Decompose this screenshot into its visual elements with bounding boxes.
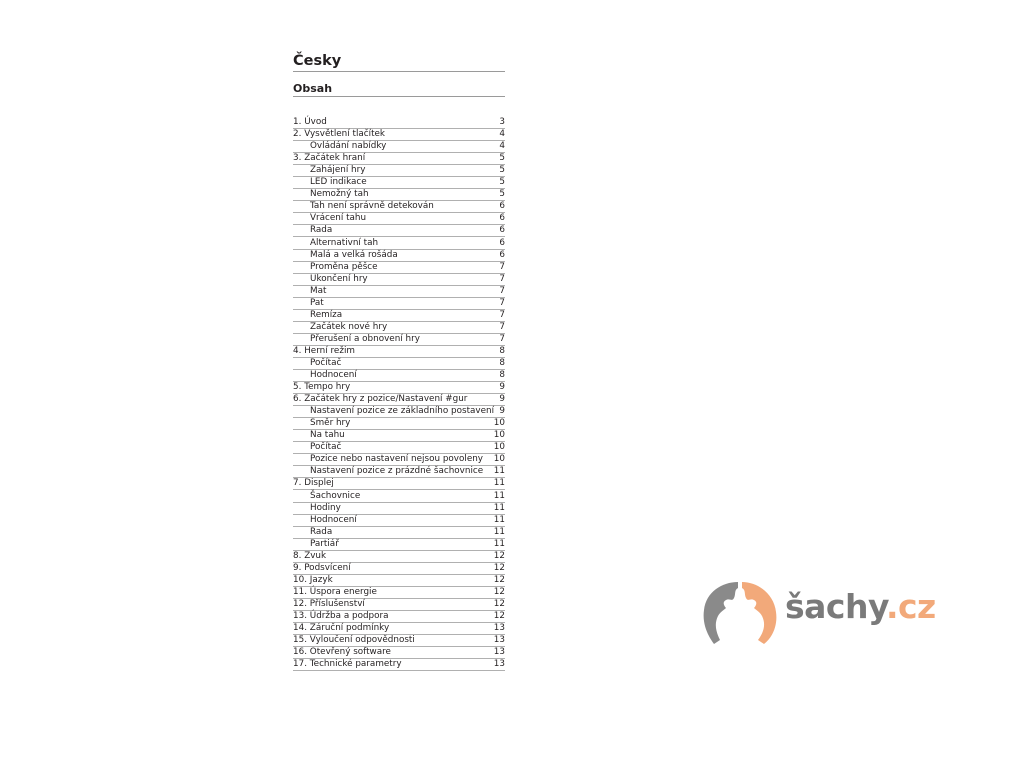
toc-entry-page: 6	[499, 225, 505, 236]
toc-entry	[293, 551, 505, 563]
toc-entry-label: Ukončení hry	[310, 273, 368, 284]
toc-entry	[293, 225, 505, 237]
toc-entry-page: 12	[493, 598, 505, 609]
toc-entry	[293, 201, 505, 213]
section-title: Obsah	[293, 81, 505, 97]
toc-entry-label: 10. Jazyk	[293, 574, 333, 585]
toc-entry-label: Proměna pěšce	[310, 261, 378, 272]
toc-entry-page: 3	[499, 117, 505, 128]
toc-entry	[293, 466, 505, 478]
toc-entry	[293, 635, 505, 647]
toc-entry-label: 13. Údržba a podpora	[293, 610, 389, 621]
toc-entry-label: Nastavení pozice z prázdné šachovnice	[310, 466, 484, 477]
toc-entry-page: 7	[499, 297, 505, 308]
toc-entry	[293, 599, 505, 611]
toc-entry-label: Přerušení a obnovení hry	[310, 333, 420, 344]
toc-entry	[293, 117, 505, 129]
toc-entry-label: 9. Podsvícení	[293, 562, 351, 573]
toc-entry	[293, 623, 505, 635]
toc-entry-page: 10	[493, 442, 505, 453]
toc-entry-label: Šachovnice	[310, 490, 361, 501]
toc-entry-page: 8	[499, 357, 505, 368]
toc-entry-page: 13	[493, 635, 505, 646]
toc-entry-page: 7	[499, 261, 505, 272]
toc-entry-page: 11	[493, 514, 505, 525]
toc-entry-label: 15. Vyloučení odpovědnosti	[293, 635, 415, 646]
toc-entry-label: 3. Začátek hraní	[293, 153, 366, 164]
toc-entry-label: Rada	[310, 225, 333, 236]
toc-entry-label: Zahájení hry	[310, 165, 366, 176]
toc-entry-label: 12. Příslušenství	[293, 598, 365, 609]
toc-entry-page: 7	[499, 333, 505, 344]
toc-entry-page: 8	[499, 345, 505, 356]
toc-entry-page: 10	[493, 418, 505, 429]
toc-entry-page: 10	[493, 454, 505, 465]
toc-entry	[293, 587, 505, 599]
toc-entry	[293, 370, 505, 382]
toc-entry-label: Hodnocení	[310, 514, 357, 525]
toc-entry-page: 6	[499, 249, 505, 260]
two-faces-chess-piece-icon	[700, 580, 780, 650]
toc-entry-label: 5. Tempo hry	[293, 382, 351, 393]
toc-entry	[293, 503, 505, 515]
toc-entry-page: 5	[499, 165, 505, 176]
toc-entry	[293, 346, 505, 358]
toc-entry-label: 14. Záruční podmínky	[293, 623, 390, 634]
toc-entry	[293, 611, 505, 623]
toc-entry-page: 13	[493, 659, 505, 670]
toc-entry	[293, 189, 505, 201]
toc-entry	[293, 430, 505, 442]
toc-entry-label: Pozice nebo nastavení nejsou povoleny	[310, 454, 484, 465]
toc-entry	[293, 298, 505, 310]
toc-entry	[293, 515, 505, 527]
toc-entry-label: Hodnocení	[310, 370, 357, 381]
toc-entry-page: 11	[493, 526, 505, 537]
toc-entry-label: 1. Úvod	[293, 117, 327, 128]
toc-entry-page: 9	[499, 382, 505, 393]
toc-entry	[293, 165, 505, 177]
toc-entry-label: 2. Vysvětlení tlačítek	[293, 129, 386, 140]
toc-entry-page: 9	[499, 406, 505, 417]
toc-entry-page: 12	[493, 562, 505, 573]
toc-entry-page: 7	[499, 285, 505, 296]
toc-entry-label: 4. Herní režim	[293, 345, 355, 356]
toc-entry-page: 12	[493, 574, 505, 585]
toc-entry	[293, 129, 505, 141]
toc-entry	[293, 478, 505, 490]
toc-entry-label: 16. Otevřený software	[293, 647, 391, 658]
toc-entry-label: Hodiny	[310, 502, 341, 513]
toc-entry-page: 11	[493, 478, 505, 489]
toc-entry-label: 6. Začátek hry z pozice/Nastavení #gur	[293, 394, 468, 405]
toc-entry	[293, 382, 505, 394]
toc-entry-label: Tah není správně detekován	[310, 201, 434, 212]
toc-entry-page: 4	[499, 141, 505, 152]
toc-entry-label: Pat	[310, 297, 324, 308]
toc-entry-label: Počítač	[310, 357, 342, 368]
toc-entry-label: Začátek nové hry	[310, 321, 388, 332]
toc-entry	[293, 322, 505, 334]
logo-text-suffix: .cz	[885, 587, 936, 626]
toc-entry	[293, 563, 505, 575]
toc-entry	[293, 250, 505, 262]
toc-entry	[293, 141, 505, 153]
toc-entry	[293, 406, 505, 418]
toc-entry-page: 7	[499, 273, 505, 284]
toc-entry-page: 6	[499, 201, 505, 212]
toc-entry	[293, 310, 505, 322]
toc-entry	[293, 358, 505, 370]
toc-entry-page: 11	[493, 490, 505, 501]
toc-entry-label: Nemožný tah	[310, 189, 369, 200]
toc-entry	[293, 659, 505, 671]
toc-entry-page: 7	[499, 321, 505, 332]
toc-entry-label: 11. Úspora energie	[293, 586, 377, 597]
toc-entry-label: LED indikace	[310, 177, 367, 188]
toc-entry-page: 13	[493, 623, 505, 634]
toc-entry-page: 11	[493, 538, 505, 549]
toc-entry	[293, 575, 505, 587]
toc-entry	[293, 274, 505, 286]
toc-entry-page: 5	[499, 189, 505, 200]
toc-entry	[293, 527, 505, 539]
toc-entry-page: 12	[493, 586, 505, 597]
toc-entry-label: 7. Displej	[293, 478, 334, 489]
toc-entry	[293, 237, 505, 249]
toc-entry-page: 6	[499, 237, 505, 248]
toc-entry	[293, 442, 505, 454]
toc-entry-label: Na tahu	[310, 430, 345, 441]
toc-entry-page: 11	[493, 502, 505, 513]
toc-entry	[293, 213, 505, 225]
toc-entry-page: 11	[493, 466, 505, 477]
toc-entry-page: 8	[499, 370, 505, 381]
toc-entry-label: Remíza	[310, 309, 343, 320]
sachy-cz-logo	[700, 580, 940, 650]
table-of-contents	[293, 52, 505, 671]
toc-entry-page: 7	[499, 309, 505, 320]
toc-entry-label: 17. Technické parametry	[293, 659, 402, 670]
toc-entry-label: Ovládání nabídky	[310, 141, 387, 152]
logo-wordmark	[785, 589, 936, 625]
toc-entry-page: 9	[499, 394, 505, 405]
toc-entry	[293, 153, 505, 165]
toc-entry-label: Směr hry	[310, 418, 351, 429]
toc-entry-label: Mat	[310, 285, 327, 296]
toc-entry	[293, 490, 505, 502]
toc-entry	[293, 394, 505, 406]
toc-entry	[293, 177, 505, 189]
toc-entry-label: Počítač	[310, 442, 342, 453]
toc-entry-label: Vrácení tahu	[310, 213, 367, 224]
toc-entry-label: Partiář	[310, 538, 339, 549]
toc-entry	[293, 647, 505, 659]
toc-entry-page: 12	[493, 550, 505, 561]
toc-entry-page: 4	[499, 129, 505, 140]
toc-entry-page: 6	[499, 213, 505, 224]
toc-entry-page: 5	[499, 177, 505, 188]
toc-entry-label: Alternativní tah	[310, 237, 379, 248]
toc-entry	[293, 334, 505, 346]
toc-entry-label: 8. Zvuk	[293, 550, 327, 561]
toc-entry	[293, 418, 505, 430]
toc-entry-label: Malá a velká rošáda	[310, 249, 398, 260]
toc-entry-page: 5	[499, 153, 505, 164]
toc-entry	[293, 539, 505, 551]
toc-entry-label: Nastavení pozice ze základního postavení	[310, 406, 495, 417]
toc-entry	[293, 262, 505, 274]
toc-entry-page: 10	[493, 430, 505, 441]
logo-text-main: šachy	[785, 587, 886, 626]
toc-entry-label: Rada	[310, 526, 333, 537]
toc-entry-page: 12	[493, 610, 505, 621]
page-title: Česky	[293, 52, 505, 72]
toc-list	[293, 117, 505, 671]
toc-entry	[293, 454, 505, 466]
toc-entry	[293, 286, 505, 298]
toc-entry-page: 13	[493, 647, 505, 658]
